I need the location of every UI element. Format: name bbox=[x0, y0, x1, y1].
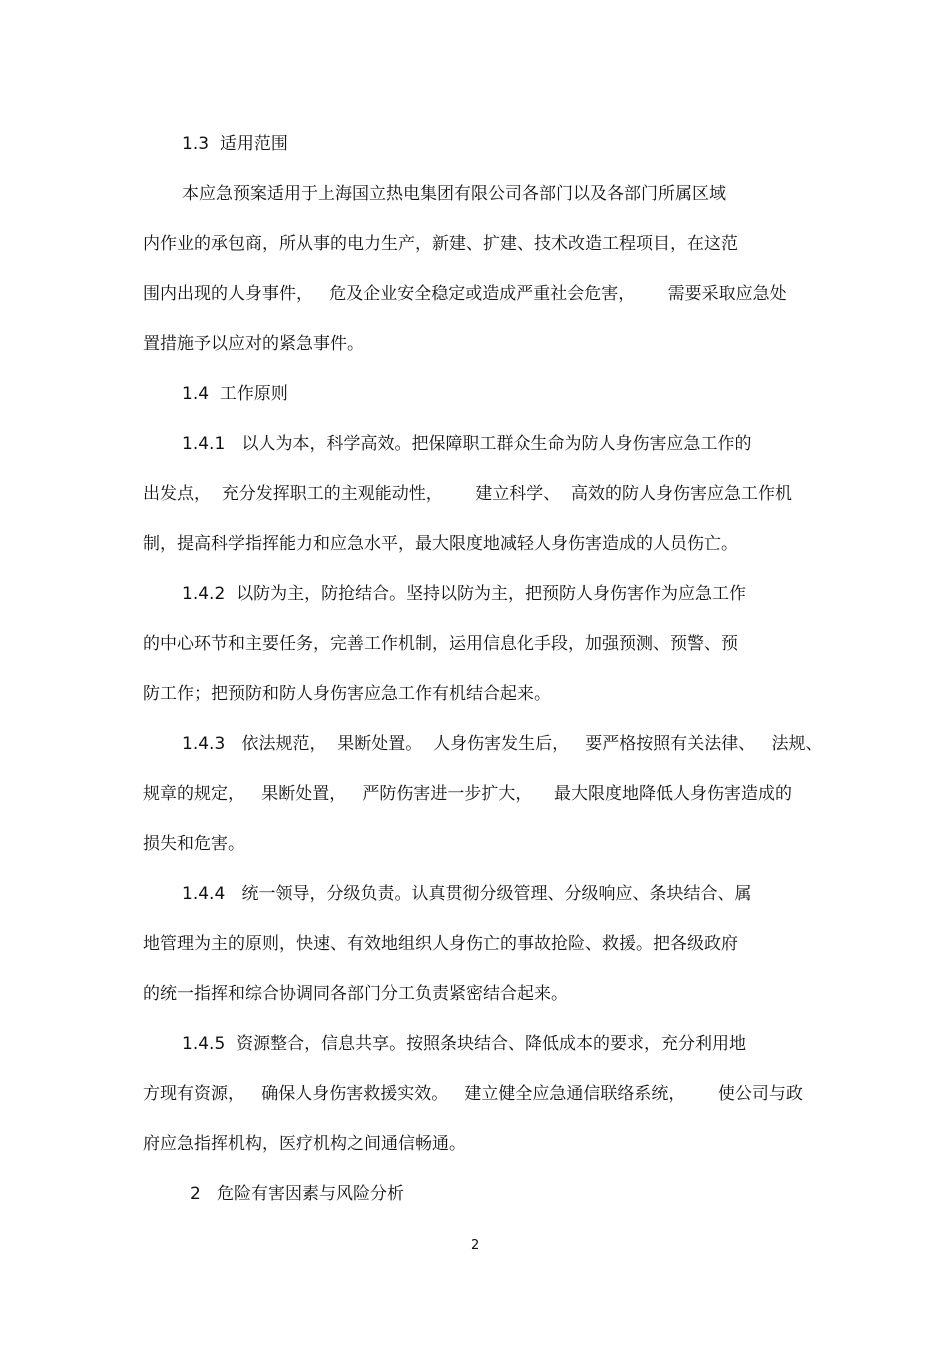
paragraph-line: 1.4.5 资源整合，信息共享。按照条块结合、降低成本的要求，充分利用地 bbox=[182, 1034, 747, 1054]
paragraph-line: 置措施予以应对的紧急事件。 bbox=[143, 334, 364, 354]
paragraph-line: 1.4.4 统一领导，分级负责。认真贯彻分级管理、分级响应、条块结合、属 bbox=[182, 884, 752, 904]
heading-1-4: 1.4 工作原则 bbox=[182, 384, 288, 404]
paragraph-line: 1.4.1 以人为本，科学高效。把保障职工群众生命为防人身伤害应急工作的 bbox=[182, 434, 752, 454]
paragraph-line: 出发点， 充分发挥职工的主观能动性， 建立科学、 高效的防人身伤害应急工作机 bbox=[143, 484, 793, 504]
paragraph-line: 内作业的承包商，所从事的电力生产，新建、扩建、技术改造工程项目，在这范 bbox=[143, 234, 738, 254]
paragraph-line: 制，提高科学指挥能力和应急水平，最大限度地减轻人身伤害造成的人员伤亡。 bbox=[143, 534, 738, 554]
paragraph-line: 损失和危害。 bbox=[143, 834, 245, 854]
paragraph-line: 方现有资源， 确保人身伤害救援实效。 建立健全应急通信联络系统， 使公司与政 bbox=[143, 1084, 803, 1104]
page-number: 2 bbox=[471, 1238, 480, 1253]
paragraph-line: 防工作；把预防和防人身伤害应急工作有机结合起来。 bbox=[143, 684, 551, 704]
paragraph-line: 1.4.3 依法规范， 果断处置。 人身伤害发生后， 要严格按照有关法律、 法规、 bbox=[182, 734, 823, 754]
paragraph-line: 的统一指挥和综合协调同各部门分工负责紧密结合起来。 bbox=[143, 984, 568, 1004]
paragraph-line: 围内出现的人身事件， 危及企业安全稳定或造成严重社会危害， 需要采取应急处 bbox=[143, 284, 787, 304]
paragraph-line: 本应急预案适用于上海国立热电集团有限公司各部门以及各部门所属区域 bbox=[182, 184, 726, 204]
paragraph-line: 规章的规定， 果断处置， 严防伤害进一步扩大， 最大限度地降低人身伤害造成的 bbox=[143, 784, 793, 804]
paragraph-line: 地管理为主的原则，快速、有效地组织人身伤亡的事故抢险、救援。把各级政府 bbox=[143, 934, 738, 954]
paragraph-line: 1.4.2 以防为主，防抢结合。坚持以防为主，把预防人身伤害作为应急工作 bbox=[182, 584, 747, 604]
paragraph-line: 府应急指挥机构，医疗机构之间通信畅通。 bbox=[143, 1134, 466, 1154]
paragraph-line: 的中心环节和主要任务，完善工作机制，运用信息化手段，加强预测、预警、预 bbox=[143, 634, 738, 654]
heading-2: 2 危险有害因素与风险分析 bbox=[190, 1184, 405, 1204]
heading-1-3: 1.3 适用范围 bbox=[182, 134, 288, 154]
